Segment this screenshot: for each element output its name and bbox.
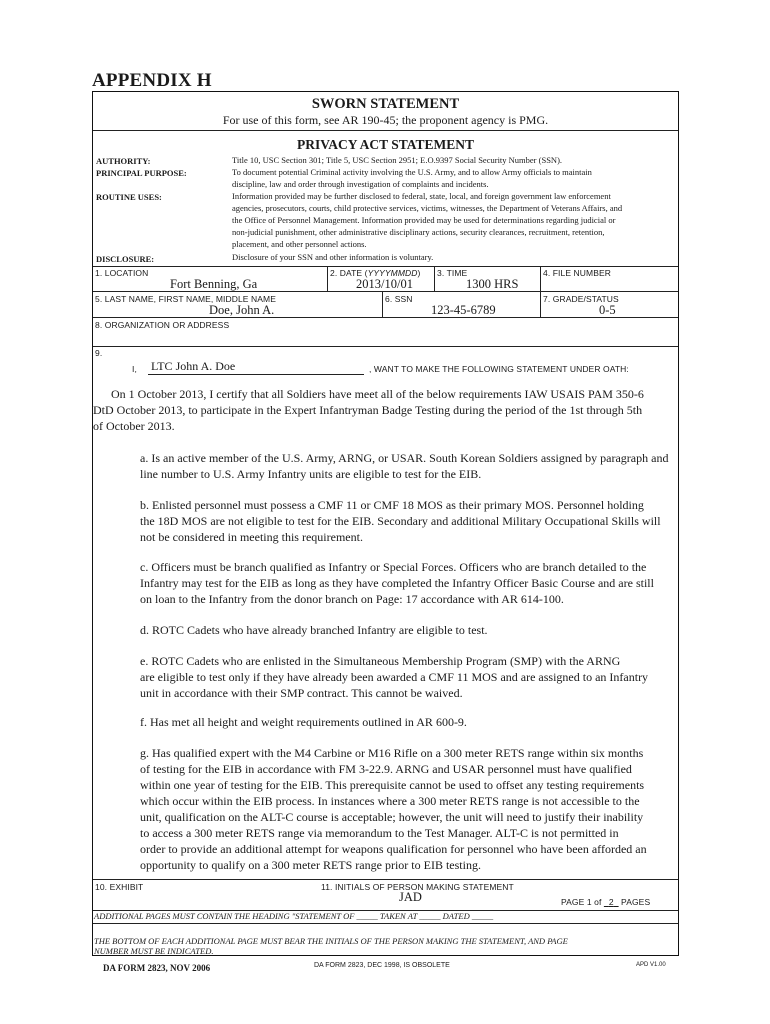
time-label: 3. TIME	[437, 268, 468, 278]
statement-name-value[interactable]: LTC John A. Doe	[148, 359, 364, 375]
obsolete-note: DA FORM 2823, DEC 1998, IS OBSOLETE	[314, 962, 450, 969]
divider	[382, 291, 383, 317]
location-value[interactable]: Fort Benning, Ga	[170, 277, 258, 291]
organization-label: 8. ORGANIZATION OR ADDRESS	[95, 320, 230, 330]
purpose-line-2: discipline, law and order through investigation of complaints and incidents.	[232, 179, 489, 189]
exhibit-label: 10. EXHIBIT	[95, 882, 144, 892]
requirement-c-line-3: on loan to the Infantry from the donor branch on Page: 17 accordance with AR 614-100.	[140, 592, 564, 606]
purpose-label: PRINCIPAL PURPOSE:	[96, 168, 187, 178]
ssn-label: 6. SSN	[385, 294, 413, 304]
requirement-g-line-2: of testing for the EIB in accordance with FM 3-22.9. ARNG and USAR personnel must have qualified	[140, 762, 632, 776]
requirement-a-line-2: line number to U.S. Army Infantry units are eligible to test for the EIB.	[140, 467, 482, 481]
requirement-g-line-8: opportunity to qualify on a 300 meter RETS range prior to EIB testing.	[140, 858, 481, 872]
item-9-label: 9.	[95, 348, 103, 358]
statement-i-label: I,	[132, 364, 137, 374]
oath-text: , WANT TO MAKE THE FOLLOWING STATEMENT UNDER OATH:	[369, 364, 629, 374]
purpose-line-1: To document potential Criminal activity involving the U.S. Army, and to allow Army officials to maintain	[232, 167, 592, 177]
sworn-statement-form	[92, 91, 679, 956]
divider	[93, 291, 678, 292]
requirement-b-line-1: b. Enlisted personnel must possess a CMF 11 or CMF 18 MOS as their primary MOS. Personnel holding	[140, 498, 644, 512]
requirement-d-line-1: d. ROTC Cadets who have already branched Infantry are eligible to test.	[140, 623, 488, 637]
form-usage-note: For use of this form, see AR 190-45; the proponent agency is PMG.	[222, 113, 549, 127]
grade-label: 7. GRADE/STATUS	[543, 294, 619, 304]
routine-uses-label: ROUTINE USES:	[96, 192, 162, 202]
requirement-g-line-4: which occur within the EIB process. In instances where a 300 meter RETS range is not accessible to the	[140, 794, 640, 808]
version-label: APD V1.00	[636, 962, 666, 968]
divider	[93, 923, 678, 924]
date-label: 2. DATE (YYYYMMDD)	[330, 268, 421, 278]
initials-value[interactable]: JAD	[399, 890, 422, 904]
requirement-g-line-7: order to provide an additional attempt for weapons qualification for personnel who have been afforded an	[140, 842, 647, 856]
name-label: 5. LAST NAME, FIRST NAME, MIDDLE NAME	[95, 294, 276, 304]
routine-line-3: the Office of Personnel Management. Information provided may be used for determinations regarding judicial or	[232, 215, 616, 225]
file-number-label: 4. FILE NUMBER	[543, 268, 611, 278]
requirement-g-line-1: g. Has qualified expert with the M4 Carbine or M16 Rifle on a 300 meter RETS range within six months	[140, 746, 644, 760]
requirement-c-line-1: c. Officers must be branch qualified as Infantry or Special Forces. Officers who are branch detailed to the	[140, 560, 647, 574]
authority-label: AUTHORITY:	[96, 156, 151, 166]
form-id: DA FORM 2823, NOV 2006	[103, 963, 211, 973]
form-title: SWORN STATEMENT	[311, 96, 460, 112]
intro-line-2: DtD October 2013, to participate in the Expert Infantryman Badge Testing during the period of the 1st through 5th	[93, 403, 643, 417]
requirement-f-line-1: f. Has met all height and weight requirements outlined in AR 600-9.	[140, 715, 467, 729]
requirement-c-line-2: Infantry may test for the EIB as long as they have completed the Infantry Officer Basic Course and are still	[140, 576, 654, 590]
intro-line-3: of October 2013.	[93, 419, 175, 433]
authority-text: Title 10, USC Section 301; Title 5, USC Section 2951; E.O.9397 Social Security Number (SSN).	[232, 155, 563, 165]
divider	[93, 266, 678, 267]
time-value[interactable]: 1300 HRS	[466, 277, 519, 291]
additional-pages-note: ADDITIONAL PAGES MUST CONTAIN THE HEADING "STATEMENT OF _____ TAKEN AT _____ DATED _____	[94, 911, 494, 921]
initials-label: 11. INITIALS OF PERSON MAKING STATEMENT	[321, 882, 514, 892]
divider	[327, 266, 328, 291]
routine-line-1: Information provided may be further disclosed to federal, state, local, and foreign government law enforcement	[232, 191, 611, 201]
grade-value[interactable]: 0-5	[599, 303, 616, 317]
routine-line-5: placement, and other personnel actions.	[232, 239, 367, 249]
bottom-note-line-2: NUMBER MUST BE INDICATED.	[94, 946, 214, 956]
intro-line-1: On 1 October 2013, I certify that all Soldiers have meet all of the below requirements IAW USAIS PAM 350-6	[111, 387, 644, 401]
requirement-b-line-2: the 18D MOS are not eligible to test for the EIB. Secondary and additional Military Occupational Skills will	[140, 514, 661, 528]
page-count: PAGE 1 of 2 PAGES	[561, 897, 651, 907]
requirement-e-line-2: are eligible to test only if they have already been awarded a CMF 11 MOS and are assigned to an Infantry	[140, 670, 649, 684]
routine-line-2: agencies, prosecutors, courts, child protective services, victims, witnesses, the Department of Veterans Affairs, and	[232, 203, 623, 213]
requirement-g-line-5: unit, qualification on the ALT-C course is acceptable; however, the unit will need to justify their inability	[140, 810, 644, 824]
date-value[interactable]: 2013/10/01	[356, 277, 413, 291]
requirement-e-line-3: unit in accordance with their SMP contract. This cannot be waived.	[140, 686, 463, 700]
divider	[93, 879, 678, 880]
divider	[93, 317, 678, 318]
ssn-value[interactable]: 123-45-6789	[431, 303, 496, 317]
appendix-title: APPENDIX H	[92, 70, 212, 91]
divider	[93, 130, 678, 131]
location-label: 1. LOCATION	[95, 268, 149, 278]
disclosure-label: DISCLOSURE:	[96, 254, 155, 264]
bottom-note-line-1: THE BOTTOM OF EACH ADDITIONAL PAGE MUST BEAR THE INITIALS OF THE PERSON MAKING THE STATEMENT, AND PAGE	[94, 936, 568, 946]
divider	[434, 266, 435, 291]
disclosure-text: Disclosure of your SSN and other information is voluntary.	[232, 252, 434, 262]
divider	[93, 346, 678, 347]
requirement-g-line-6: to access a 300 meter RETS range via memorandum to the Test Manager. ALT-C is not permitted in	[140, 826, 619, 840]
requirement-e-line-1: e. ROTC Cadets who are enlisted in the Simultaneous Membership Program (SMP) with the ARNG	[140, 654, 621, 668]
name-value[interactable]: Doe, John A.	[209, 303, 275, 317]
privacy-act-title: PRIVACY ACT STATEMENT	[296, 137, 475, 152]
requirement-a-line-1: a. Is an active member of the U.S. Army, ARNG, or USAR. South Korean Soldiers assigned by paragraph and	[140, 451, 669, 465]
routine-line-4: non-judicial punishment, other administrative disciplinary actions, security clearances, recruitment, retention,	[232, 227, 605, 237]
requirement-b-line-3: not be considered in meeting this requirement.	[140, 530, 363, 544]
requirement-g-line-3: within one year of testing for the EIB. This prerequisite cannot be used to offset any testing requirements	[140, 778, 645, 792]
